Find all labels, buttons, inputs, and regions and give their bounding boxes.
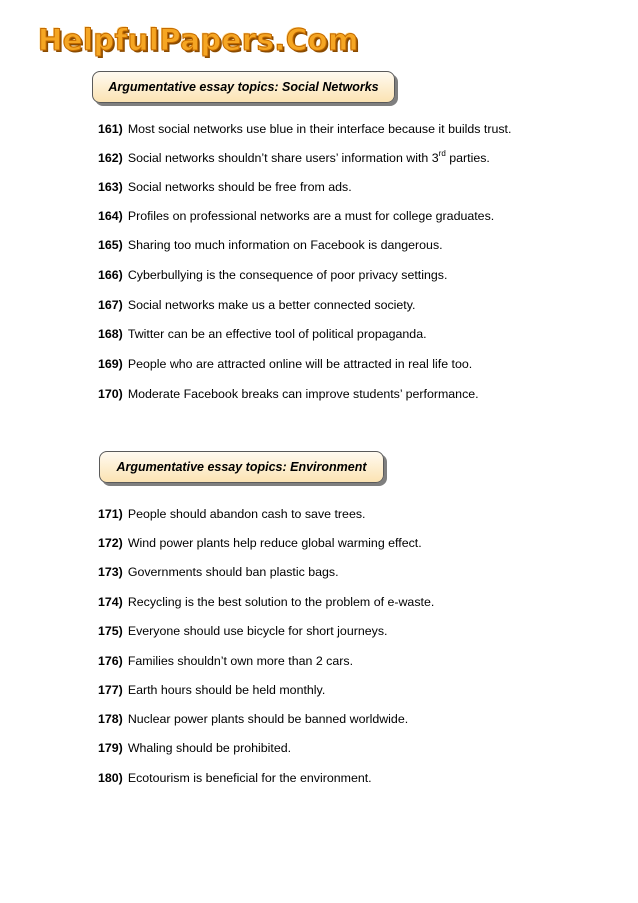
topic-item (98, 712, 408, 727)
topic-text: Families shouldn’t own more than 2 cars. (127, 654, 354, 668)
topic-text: Cyberbullying is the consequence of poor privacy settings. (127, 268, 448, 282)
helpfulpapers-logo: HelpfulPapers.Com (38, 23, 359, 57)
topic-text: Social networks make us a better connected society. (127, 298, 416, 312)
topic-number: 180) (98, 771, 123, 785)
topic-item (98, 654, 353, 669)
topic-number: 179) (98, 741, 123, 755)
topic-number: 170) (98, 387, 123, 401)
topic-item (98, 595, 434, 610)
topic-item (98, 624, 387, 639)
topic-item (98, 683, 325, 698)
topic-number: 166) (98, 268, 123, 282)
topic-item (98, 122, 511, 137)
topic-number: 164) (98, 209, 123, 223)
topic-item (98, 268, 447, 283)
topic-number: 177) (98, 683, 123, 697)
topic-number: 174) (98, 595, 123, 609)
section-header-environment (99, 451, 384, 483)
topic-number: 165) (98, 238, 123, 252)
topic-item (98, 180, 352, 195)
topic-text: People should abandon cash to save trees. (127, 507, 366, 521)
topic-text: Most social networks use blue in their interface because it builds trust. (127, 122, 512, 136)
section-title: Argumentative essay topics: Environment (116, 460, 367, 474)
topic-text: Whaling should be prohibited. (127, 741, 292, 755)
topic-number: 172) (98, 536, 123, 550)
topic-item (98, 536, 422, 551)
topic-item (98, 507, 365, 522)
topic-item (98, 741, 291, 756)
topic-number: 168) (98, 327, 123, 341)
topic-text: Everyone should use bicycle for short journeys. (127, 624, 388, 638)
topic-item (98, 209, 494, 224)
section-title: Argumentative essay topics: Social Networks (108, 80, 379, 94)
topic-item (98, 327, 427, 342)
topic-number: 162) (98, 151, 123, 165)
section-header-social-networks (92, 71, 395, 103)
topic-number: 167) (98, 298, 123, 312)
topic-text: Earth hours should be held monthly. (127, 683, 326, 697)
topic-text: Sharing too much information on Facebook is dangerous. (127, 238, 443, 252)
topic-item (98, 387, 479, 402)
topic-number: 173) (98, 565, 123, 579)
topic-text: Wind power plants help reduce global warming effect. (127, 536, 422, 550)
topic-item (98, 357, 472, 372)
topic-superscript: rd (438, 149, 446, 158)
topic-item (98, 298, 415, 313)
topic-text: Twitter can be an effective tool of political propaganda. (127, 327, 427, 341)
topic-number: 176) (98, 654, 123, 668)
topic-number: 175) (98, 624, 123, 638)
topic-number: 169) (98, 357, 123, 371)
topic-text-suffix: parties. (445, 151, 490, 165)
topic-number: 163) (98, 180, 123, 194)
topic-item (98, 771, 372, 786)
topic-text: Profiles on professional networks are a must for college graduates. (127, 209, 495, 223)
topic-text: Recycling is the best solution to the problem of e-waste. (127, 595, 435, 609)
topic-number: 161) (98, 122, 123, 136)
topic-text: Social networks shouldn’t share users’ information with 3 (127, 151, 439, 165)
topic-item (98, 238, 443, 253)
topic-text: Ecotourism is beneficial for the environment. (127, 771, 372, 785)
topic-text: Governments should ban plastic bags. (127, 565, 339, 579)
topic-number: 171) (98, 507, 123, 521)
topic-number: 178) (98, 712, 123, 726)
topic-item (98, 565, 339, 580)
topic-text: Moderate Facebook breaks can improve students’ performance. (127, 387, 479, 401)
topic-text: People who are attracted online will be attracted in real life too. (127, 357, 473, 371)
topic-text: Social networks should be free from ads. (127, 180, 352, 194)
topic-text: Nuclear power plants should be banned worldwide. (127, 712, 409, 726)
topic-item (98, 151, 490, 166)
